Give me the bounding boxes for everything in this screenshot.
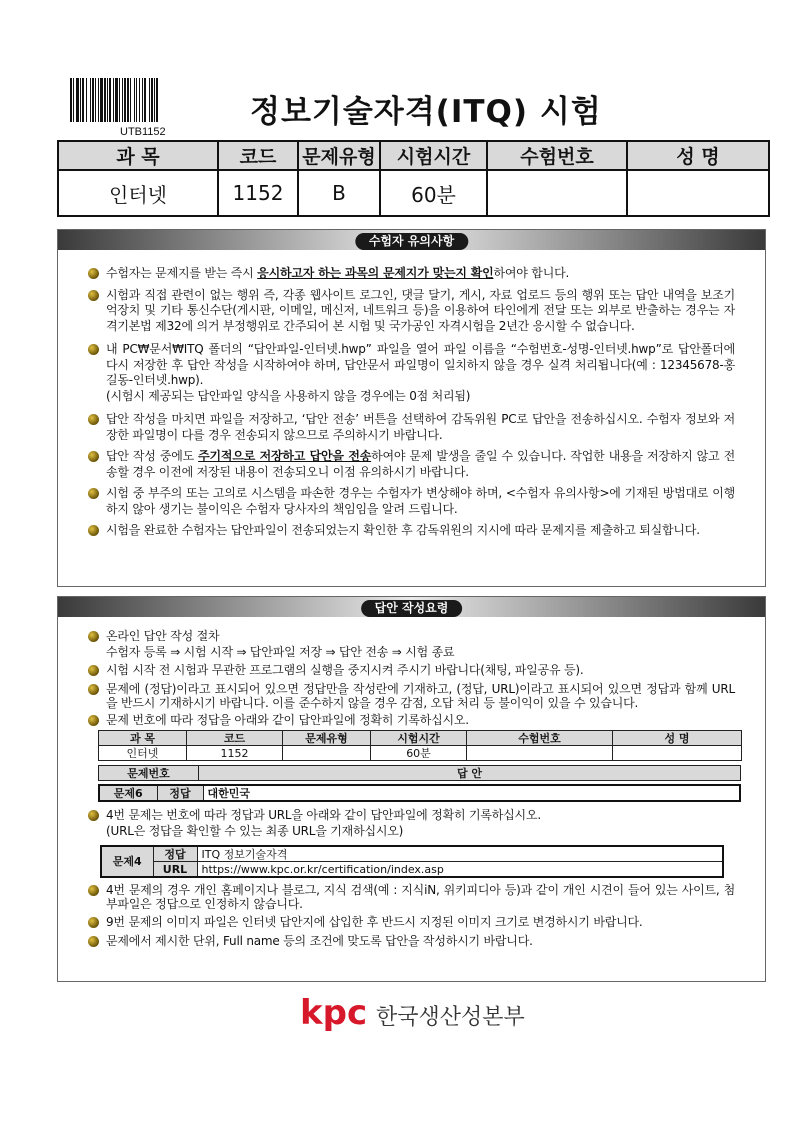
list-item: 문제에 (정답)이라고 표시되어 있으면 정답만을 작성란에 기재하고, (정답, URL)이라고 표시되어 있으면 정답과 함께 URL을 반드시 기재하시기 바랍니다. 이를 준수하지 않을 경우 감점, 오답 처리 등 불이익이 있을 수 있습니다. — [88, 682, 735, 710]
bullet-icon — [88, 290, 99, 301]
bullet-icon — [88, 936, 99, 947]
kpc-logo-text: kpc — [300, 993, 368, 1032]
bullet-icon — [88, 917, 99, 928]
example-value-time: 60분 — [371, 746, 467, 761]
value-type: B — [298, 170, 380, 216]
bullet-icon — [88, 414, 99, 425]
bullet-icon — [88, 451, 99, 462]
header-type: 문제유형 — [298, 141, 380, 170]
example-header-code: 코드 — [187, 731, 283, 746]
kpc-logo — [300, 992, 372, 1032]
list-item: 문제 번호에 따라 정답을 아래와 같이 답안파일에 정확히 기록하십시오. — [88, 713, 735, 729]
bullet-icon — [88, 344, 99, 355]
exam-info-value-row — [58, 170, 769, 216]
example-answer-row — [98, 784, 741, 802]
notice-list — [88, 266, 735, 539]
url-table-url-label: URL — [153, 862, 197, 878]
list-item: 시험과 직접 관련이 없는 행위 즉, 각종 웹사이트 로그인, 댓글 달기, 게시, 자료 업로드 등의 행위 또는 답안 내역을 보조기억장치 및 기타 통신수단(게시판, 이메일, 메신저, 네트워크 등)을 이용하여 타인에게 전달 또는 외부로 반출하는 경우는 자격기본법 제32에 의거 부정행위로 간주되어 본 시험 및 국가공인 자격시험을 2년간 응시할 수 없습니다. — [88, 288, 735, 335]
answer-header-answer: 답 안 — [199, 766, 741, 781]
value-subject: 인터넷 — [58, 170, 218, 216]
answer-row-label: 정답 — [157, 785, 203, 801]
example-header-type: 문제유형 — [283, 731, 371, 746]
list-item: 9번 문제의 이미지 파일은 인터넷 답안지에 삽입한 후 반드시 지정된 이미지 크기로 변경하시기 바랍니다. — [88, 915, 735, 931]
list-item: 답안 작성을 마치면 파일을 저장하고, ‘답안 전송’ 버튼을 선택하여 감독위원 PC로 답안을 전송하십시오. 수험자 정보와 저장한 파일명이 다를 경우 전송되지 않으므로 주의하시기 바랍니다. — [88, 412, 735, 443]
example-header-time: 시험시간 — [371, 731, 467, 746]
notice-title: 수험자 유의사항 — [355, 233, 468, 250]
exam-info-header-row — [58, 141, 769, 170]
exam-number-field[interactable] — [487, 170, 627, 216]
exam-info-table — [57, 140, 770, 217]
bullet-icon — [88, 684, 99, 695]
bullet-icon — [88, 885, 99, 896]
example-header-exam-number: 수험번호 — [467, 731, 613, 746]
answer-header-number: 문제번호 — [99, 766, 199, 781]
example-header-subject: 과 목 — [99, 731, 187, 746]
list-item: 수험자는 문제지를 받는 즉시 응시하고자 하는 과목의 문제지가 맞는지 확인하여야 합니다. — [88, 266, 735, 282]
bullet-icon — [88, 268, 99, 279]
bullet-icon — [88, 631, 99, 642]
answer-guide-title: 답안 작성요령 — [361, 600, 463, 617]
example-url-table — [100, 845, 724, 878]
list-item: 시험을 완료한 수험자는 답안파일이 전송되었는지 확인한 후 감독위원의 지시에 따라 문제지를 제출하고 퇴실합니다. — [88, 523, 735, 539]
example-value-name — [613, 746, 742, 761]
header-exam-number: 수험번호 — [487, 141, 627, 170]
example-value-code: 1152 — [187, 746, 283, 761]
url-table-answer-value: ITQ 정보기술자격 — [197, 846, 723, 862]
answer-row-question: 문제6 — [99, 785, 157, 801]
org-name: 한국생산성본부 — [376, 1005, 525, 1030]
answer-guide-list — [88, 629, 735, 949]
list-item: 4번 문제는 번호에 따라 정답과 URL을 아래와 같이 답안파일에 정확히 기록하십시오. (URL은 정답을 확인할 수 있는 최종 URL을 기재하십시오) — [88, 808, 735, 839]
header-code: 코드 — [218, 141, 298, 170]
barcode-bar — [158, 78, 159, 122]
header-name: 성 명 — [627, 141, 769, 170]
example-info-table — [98, 730, 742, 761]
bullet-icon — [88, 525, 99, 536]
url-table-answer-label: 정답 — [153, 846, 197, 862]
bullet-icon — [88, 488, 99, 499]
header-subject: 과 목 — [58, 141, 218, 170]
list-item: 4번 문제의 경우 개인 홈페이지나 블로그, 지식 검색(예 : 지식iN, 위키피디아 등)과 같이 개인 시견이 들어 있는 사이트, 첨부파일은 정답으로 인정하지 않습니다. — [88, 883, 735, 911]
bullet-icon — [88, 810, 99, 821]
list-item: 내 PC₩문서₩ITQ 폴더의 “답안파일-인터넷.hwp” 파일을 열어 파일 이름을 “수험번호-성명-인터넷.hwp”로 답안폴더에 다시 저장한 후 답안 작성을 시작하여야 하며, 답안문서 파일명이 일치하지 않을 경우 실격 처리됩니다(예 : 12345678-홍길동-인터넷.hwp). (시험시 제공되는 답안파일 양식을 사용하지 않을 경우에는 0점 처리됨) — [88, 342, 735, 404]
barcode — [70, 78, 202, 122]
example-value-exam-number — [467, 746, 613, 761]
answer-guide-section — [57, 596, 766, 982]
example-header-name: 성 명 — [613, 731, 742, 746]
bullet-icon — [88, 715, 99, 726]
list-item: 문제에서 제시한 단위, Full name 등의 조건에 맞도록 답안을 작성하시기 바랍니다. — [88, 934, 735, 950]
barcode-text: UTB1152 — [120, 126, 166, 138]
list-item: 시험 시작 전 시험과 무관한 프로그램의 실행을 중지시켜 주시기 바랍니다(채팅, 파일공유 등). — [88, 663, 735, 679]
notice-section — [57, 229, 766, 587]
page-title: 정보기술자격(ITQ) 시험 — [250, 94, 602, 130]
value-time: 60분 — [380, 170, 487, 216]
name-field[interactable] — [627, 170, 769, 216]
example-value-type — [283, 746, 371, 761]
example-answer-header — [98, 765, 741, 781]
value-code: 1152 — [218, 170, 298, 216]
example-value-subject: 인터넷 — [99, 746, 187, 761]
bullet-icon — [88, 665, 99, 676]
list-item: 시험 중 부주의 또는 고의로 시스템을 파손한 경우는 수험자가 변상해야 하며, <수험자 유의사항>에 기재된 방법대로 이행하지 않아 생기는 불이익은 수험자 당사자의 책임임을 알려 드립니다. — [88, 486, 735, 517]
list-item: 답안 작성 중에도 주기적으로 저장하고 답안을 전송하여야 문제 발생을 줄일 수 있습니다. 작업한 내용을 저장하지 않고 전송할 경우 이전에 저장된 내용이 전송되오니 이점 유의하시기 바랍니다. — [88, 449, 735, 480]
url-table-question: 문제4 — [101, 846, 153, 877]
url-table-url-value: https://www.kpc.or.kr/certification/index.asp — [197, 862, 723, 878]
header-time: 시험시간 — [380, 141, 487, 170]
answer-row-value: 대한민국 — [203, 785, 740, 801]
list-item: 온라인 답안 작성 절차 수험자 등록 ⇒ 시험 시작 ⇒ 답안파일 저장 ⇒ 답안 전송 ⇒ 시험 종료 — [88, 629, 735, 660]
